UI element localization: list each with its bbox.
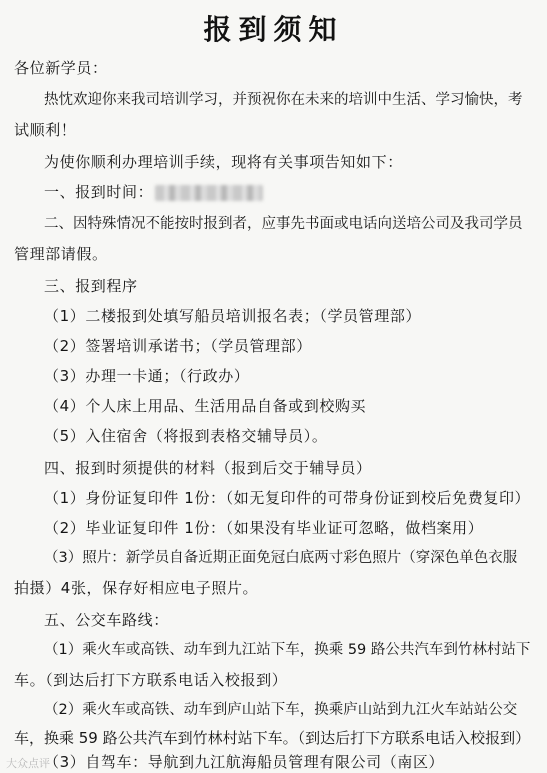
section-5-heading: 五、公交车路线：: [44, 611, 169, 629]
welcome-text: 热忱欢迎你来我司培训学习，并预祝你在未来的培训中生活、学习愉快，考: [44, 92, 523, 108]
procedure-item-2: （2）签署培训承诺书；（学员管理部）: [44, 337, 312, 355]
blurred-date: [155, 185, 263, 201]
section-2: 二、因特殊情况不能按时报到者，应事先书面或电话向送培公司及我司学员: [44, 216, 523, 232]
material-item-3-cont: 拍摄）4张，保存好相应电子照片。: [14, 579, 259, 597]
watermark-logo: 大众点评: [6, 757, 50, 770]
section-2-cont: 管理部请假。: [14, 245, 108, 263]
section-1-label: 一、报到时间：: [44, 183, 154, 201]
procedure-item-1: （1）二楼报到处填写船员培训报名表；（学员管理部）: [44, 307, 422, 325]
material-item-3: （3）照片：新学员自备近期正面免冠白底两寸彩色照片（穿深色单色衣服: [44, 550, 518, 566]
material-item-1: （1）身份证复印件 1份：（如无复印件的可带身份证到校后免费复印）: [44, 489, 531, 507]
section-1-time: [44, 182, 263, 202]
salutation: 各位新学员：: [14, 59, 108, 77]
section-3-heading: 三、报到程序: [44, 277, 138, 295]
procedure-item-5: （5）入住宿舍（将报到表格交辅导员）。: [44, 427, 328, 445]
procedure-item-3: （3）办理一卡通；（行政办）: [44, 367, 250, 385]
intro-text: 为使你顺利办理培训手续，现将有关事项告知如下：: [44, 153, 403, 171]
route-item-1: （1）乘火车或高铁、动车到九江站下车，换乘 59 路公共汽车到竹林村站下: [44, 642, 531, 658]
route-item-2: （2）乘火车或高铁、动车到庐山站下车，换乘庐山站到九江火车站站公交: [44, 702, 518, 718]
welcome-text-cont: 试顺利！: [14, 121, 77, 139]
route-item-3: （3）自驾车：导航到九江航海船员管理有限公司（南区）: [44, 753, 445, 771]
material-item-2: （2）毕业证复印件 1份：（如果没有毕业证可忽略，做档案用）: [44, 519, 484, 537]
route-item-1-cont: 车。（到达后打下方联系电话入校报到）: [14, 671, 288, 689]
document-title: 报到须知: [203, 13, 344, 46]
route-item-2-cont: 车，换乘 59 路公共汽车到竹林村站下车。（到达后打下方联系电话入校报到）: [14, 729, 531, 747]
section-4-heading: 四、报到时须提供的材料（报到后交于辅导员）: [44, 459, 372, 477]
procedure-item-4: （4）个人床上用品、生活用品自备或到校购买: [44, 397, 367, 415]
